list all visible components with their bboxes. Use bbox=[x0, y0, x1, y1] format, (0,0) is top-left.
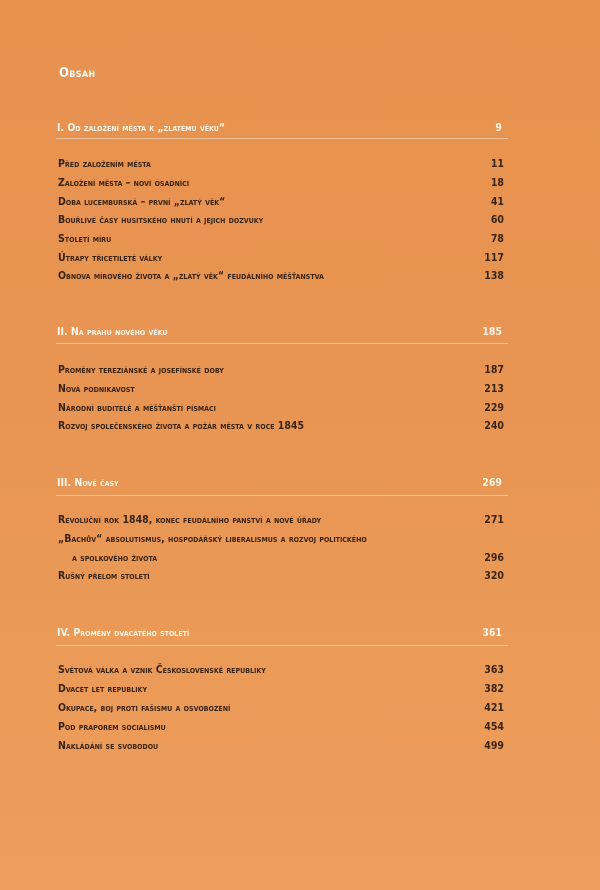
toc-entry[interactable] bbox=[58, 158, 504, 171]
toc-entry[interactable] bbox=[58, 702, 504, 715]
toc-entry-title: Rušný přelom století bbox=[58, 570, 150, 582]
toc-entry-page: 320 bbox=[484, 570, 504, 582]
toc-entry-page: 499 bbox=[484, 740, 504, 752]
toc-entry-title: Pod praporem socialismu bbox=[58, 721, 166, 733]
toc-entry[interactable] bbox=[58, 177, 504, 190]
toc-entry[interactable] bbox=[58, 364, 504, 377]
part-divider bbox=[56, 343, 508, 344]
toc-entry-page: 18 bbox=[490, 177, 504, 189]
part-heading[interactable] bbox=[57, 326, 502, 338]
toc-entry[interactable] bbox=[58, 514, 504, 527]
part-heading-page: 9 bbox=[495, 122, 502, 134]
part-divider bbox=[56, 645, 508, 646]
toc-entry-page: 117 bbox=[484, 252, 504, 264]
toc-entry-page: 187 bbox=[484, 364, 504, 376]
toc-entry-page: 382 bbox=[484, 683, 504, 695]
toc-entry-title: Národní buditelé a měšťanští písmáci bbox=[58, 402, 217, 414]
part-divider bbox=[56, 138, 508, 139]
toc-entry[interactable] bbox=[58, 270, 504, 283]
toc-entry-page: 11 bbox=[490, 158, 504, 170]
toc-entry-title: Bouřlivé časy husitského hnutí a jejich dozvuky bbox=[58, 214, 264, 226]
toc-entry-title: Revoluční rok 1848, konec feudálního panství a nové úřady bbox=[58, 514, 321, 526]
toc-entry-page: 213 bbox=[484, 383, 504, 395]
part-heading-page: 185 bbox=[482, 326, 502, 338]
toc-entry-title: Nová podnikavost bbox=[58, 383, 135, 395]
toc-entry-title: Okupace, boj proti fašismu a osvobození bbox=[58, 702, 231, 714]
toc-entry-title: Útrapy třicetileté války bbox=[58, 252, 163, 264]
part-heading-page: 361 bbox=[482, 627, 502, 639]
toc-entry-page: 296 bbox=[484, 552, 504, 564]
toc-entry-page: 138 bbox=[484, 270, 504, 282]
toc-entry[interactable] bbox=[58, 664, 504, 677]
toc-entry[interactable] bbox=[58, 252, 504, 265]
toc-entry-page: 229 bbox=[484, 402, 504, 414]
toc-entry[interactable] bbox=[58, 570, 504, 583]
toc-entry-continuation[interactable] bbox=[58, 552, 504, 565]
toc-entry[interactable] bbox=[58, 533, 504, 546]
toc-entry-title: Doba lucemburská – první „zlatý věk“ bbox=[58, 196, 226, 208]
toc-entry-page: 60 bbox=[490, 214, 504, 226]
toc-entry-page: 421 bbox=[484, 702, 504, 714]
toc-entry-title: Nakládání se svobodou bbox=[58, 740, 159, 752]
toc-entry-page: 454 bbox=[484, 721, 504, 733]
toc-entry-page: 41 bbox=[490, 196, 504, 208]
toc-entry-title: a spolkového života bbox=[72, 552, 158, 564]
toc-entry-title: Dvacet let republiky bbox=[58, 683, 147, 695]
toc-entry[interactable] bbox=[58, 420, 504, 433]
part-heading-page: 269 bbox=[482, 477, 502, 489]
part-heading-title: III. Nové časy bbox=[57, 477, 119, 489]
toc-entry-title: Století míru bbox=[58, 233, 112, 245]
toc-entry[interactable] bbox=[58, 196, 504, 209]
part-heading-title: II. Na prahu nového věku bbox=[57, 326, 168, 338]
toc-entry-title: Obnova mírového života a „zlatý věk“ feudálního měšťanstva bbox=[58, 270, 324, 282]
part-heading-title: IV. Proměny dvacátého století bbox=[57, 627, 190, 639]
toc-entry[interactable] bbox=[58, 683, 504, 696]
toc-entry-page: 271 bbox=[484, 514, 504, 526]
toc-entry[interactable] bbox=[58, 740, 504, 753]
toc-entry[interactable] bbox=[58, 214, 504, 227]
toc-entry-title: Světová válka a vznik Československé republiky bbox=[58, 664, 266, 676]
toc-entry-title: Před založením města bbox=[58, 158, 151, 170]
toc-entry-title: Rozvoj společenského života a požár města v roce 1845 bbox=[58, 420, 305, 432]
toc-entry[interactable] bbox=[58, 383, 504, 396]
toc-entry-page: 78 bbox=[490, 233, 504, 245]
part-heading-title: I. Od založení města k „zlatému věku“ bbox=[57, 122, 226, 134]
part-divider bbox=[56, 495, 508, 496]
toc-entry-page: 363 bbox=[484, 664, 504, 676]
toc-entry-page: 240 bbox=[484, 420, 504, 432]
part-heading[interactable] bbox=[57, 122, 502, 134]
toc-entry-title: Založení města – noví osadníci bbox=[58, 177, 190, 189]
toc-entry-title: Proměny tereziánské a josefínské doby bbox=[58, 364, 224, 376]
part-heading[interactable] bbox=[57, 477, 502, 489]
part-heading[interactable] bbox=[57, 627, 502, 639]
toc-entry[interactable] bbox=[58, 721, 504, 734]
toc-entry[interactable] bbox=[58, 233, 504, 246]
toc-entry[interactable] bbox=[58, 402, 504, 415]
toc-title: Obsah bbox=[59, 66, 96, 81]
toc-entry-title: „Bachův“ absolutismus, hospodářský liberalismus a rozvoj politického bbox=[58, 533, 367, 545]
